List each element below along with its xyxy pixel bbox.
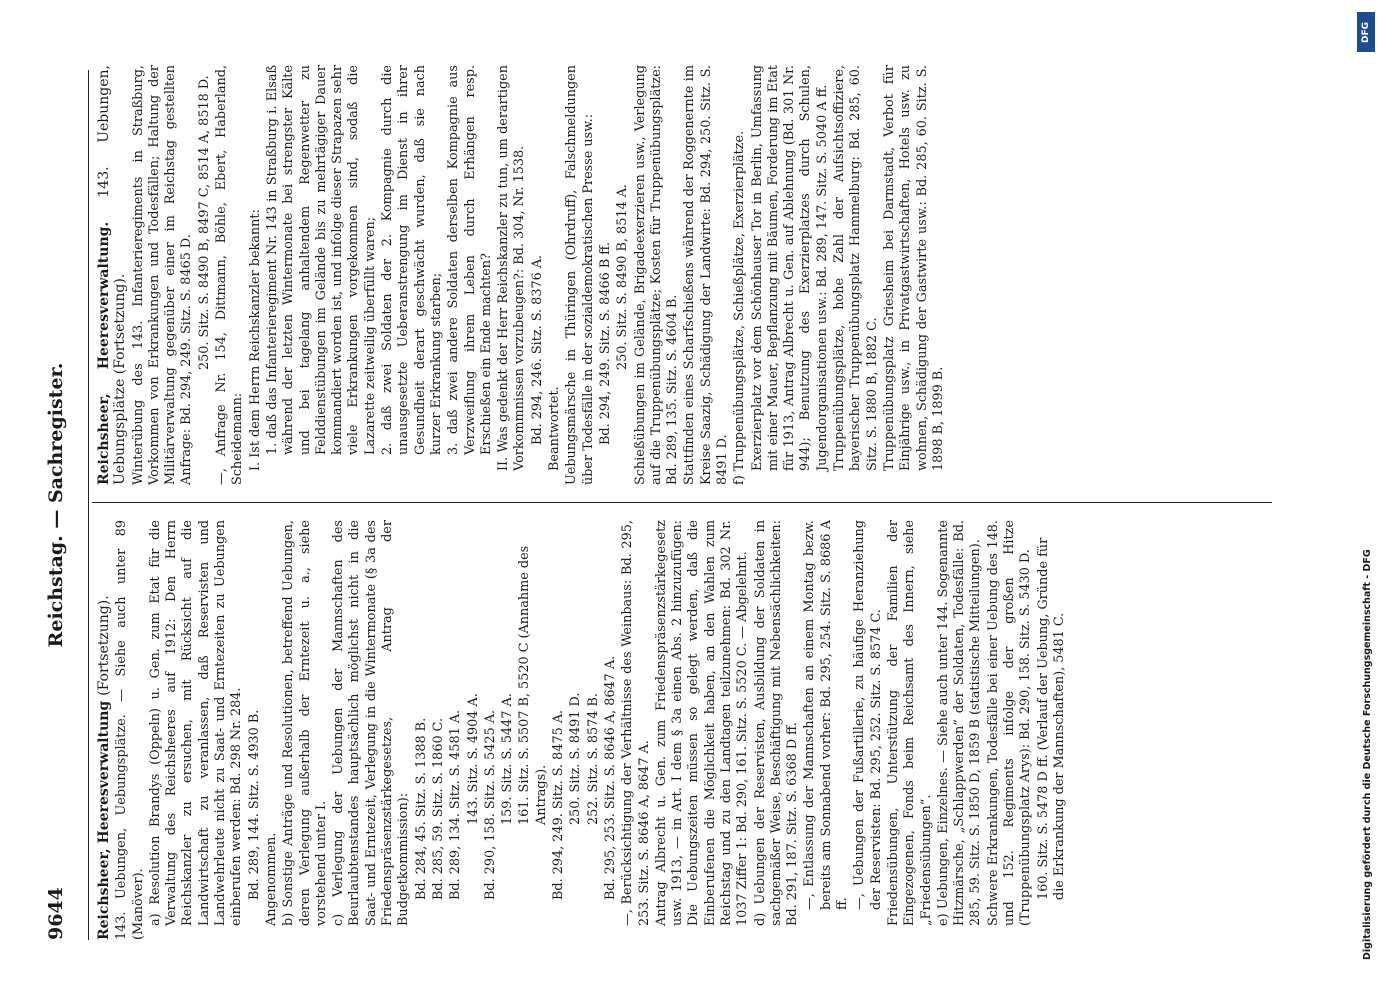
entry: Truppenübungsplätze, hohe Zahl der Aufsichtsoffiziere, bayerischer Truppenübungsplatz Hammelburg: Bd. 285, 60. Sitz. S. 1880 B, 1882 C.: [832, 65, 880, 471]
entry: Friedensübungen, Unterstützung der Familien der Eingezogenen, Fonds beim Reichsamt des Innern, siehe „Friedensübungen“.: [885, 520, 934, 926]
column-divider: [92, 502, 1272, 503]
entry: Antrag Albrecht u. Gen. zum Friedenspräsenzstärkegesetz usw. 1913, — in Art. I dem § 3a einen Abs. 2 hinzuzufügen: Die Uebungszeiten müssen so gelegt werden, daß die Einberufenen die Möglichkeit haben, an den Wahlen zum Reichstag und zu den Landtagen teilzunehmen: Bd. 302 Nr. 1037 Ziffer 1: Bd. 290, 161. Sitz. S. 5520 C. — Abgelehnt.: [653, 520, 751, 926]
entry: —, Entlassung der Mannschaften an einem Montag bezw. bereits am Sonnabend vorher: Bd. 295, 254. Sitz. S. 8686 A ff.: [802, 520, 851, 910]
entry: 3. daß zwei andere Soldaten derselben Kompagnie aus Verzweiflung ihrem Leben durch Erhängen resp. Erschießen ein Ende machten?: [446, 65, 494, 455]
right-column: [96, 65, 948, 485]
reference: 160. Sitz. S. 5478 D ff. (Verlauf der Uebung, Gründe für die Erkrankung der Mannschaften), 5481 C.: [1035, 537, 1067, 900]
dfg-logo: DFG: [1357, 12, 1375, 52]
reference: Bd. 295, 253. Sitz. S. 8646 A, 8647 A.: [602, 655, 618, 900]
reference: 159. Sitz. S. 5447 A.: [500, 693, 516, 825]
entry: II. Was gedenkt der Herr Reichskanzler zu tun, um derartigen Vorkommnissen vorzubeugen?: Bd. 304, Nr. 1538.: [496, 65, 528, 471]
reference: Bd. 294, 246. Sitz. S. 8376 A.: [529, 254, 545, 445]
section-heading: [96, 520, 112, 940]
page-header: [45, 70, 79, 940]
reference: Bd. 284, 45. Sitz. S. 1388 B.: [413, 717, 429, 900]
entry: 143. Uebungen, Uebungsplätze. — Siehe auch unter 89 (Manöver).: [114, 520, 146, 940]
reference: Bd. 290, 158. Sitz. S. 5425 A.: [482, 709, 498, 900]
entry: Truppenübungsplatz Griesheim bei Darmstadt, Verbot für Einjährige usw., in Privatgastwirtschaften, Hotels usw. zu wohnen, Schädigung der Gastwirte usw.: Bd. 285, 60. Sitz. S. 1898 B, 1899 B.: [881, 65, 946, 471]
entry: Schießübungen im Gelände, Brigadeexerzieren usw., Verlegung auf die Truppenübungsplätze; Kosten für Truppenübungsplätze: Bd. 289, 135. Sitz. S. 4604 B.: [632, 65, 681, 485]
entry: I. Ist dem Herrn Reichskanzler bekannt:: [247, 209, 263, 471]
left-column: [96, 520, 1069, 940]
reference: 250. Sitz. S. 8490 B, 8514 A.: [615, 183, 631, 370]
digitization-note: Digitalisierung gefördert durch die Deutsche Forschungsgemeinschaft - DFG: [1362, 549, 1373, 960]
entry: Stattfinden eines Scharfschießens während der Roggenernte im Kreise Saazig, Schädigung der Landwirte: Bd. 294, 250. Sitz. S. 8491 D.: [682, 65, 730, 485]
reference: Bd. 294, 249. Sitz. S. 8466 B ff.: [597, 242, 613, 445]
entry: Exerzierplatz vor dem Schönhauser Tor in Berlin, Umfassung mit einer Mauer, Bepflanzung mit Bäumen, Forderung im Etat für 1913, Antrag Albrecht u. Gen. auf Ablehnung (Bd. 301 Nr. 944); Benutzung des Exerzierplatzes durch Schulen, Jugendorganisationen usw.: Bd. 289, 147. Sitz. S. 5040 A ff.: [749, 65, 830, 471]
entry: e) Uebungen, Einzelnes. — Siehe auch unter 144. Sogenannte Hitzmärsche, „Schlappwerden“ der Soldaten, Todesfälle: Bd. 285, 59. Sitz. S. 1850 D, 1859 B (statistische Mitteilungen).: [935, 520, 984, 926]
header-rule: [88, 70, 89, 940]
entry: 2. daß zwei Soldaten der 2. Kompagnie durch die unausgesetzte Ueberanstrengung im Dienst in ihrer Gesundheit derart geschwächt wurden, daß sie nach kurzer Erkrankung starben;: [380, 65, 444, 455]
running-head: Reichstag. — Sachregister.: [45, 362, 67, 648]
reference: 250. Sitz. S. 8490 B, 8497 C, 8514 A, 8518 D.: [196, 75, 212, 370]
entry: Angenommen.: [263, 832, 279, 926]
entry: f) Truppenübungsplätze, Schießplätze, Exerzierplätze.: [732, 130, 748, 485]
section-heading-continuation: (Fortsetzung).: [96, 595, 112, 696]
reference: 143. Sitz. S. 4904 A.: [465, 693, 481, 825]
entry: Beantwortet.: [547, 386, 563, 471]
reference: 250. Sitz. S. 8491 D.: [568, 692, 584, 825]
section-heading-continuation: 143. Uebungen, Uebungsplätze (Fortsetzung).: [96, 65, 129, 485]
entry: a) Resolution Brandys (Oppeln) u. Gen. zum Etat für die Verwaltung des Reichsheeres auf 1912: Den Herrn Reichskanzler zu ersuchen, mit Rücksicht auf die Landwirtschaft zu veranlassen, daß Reservisten und Landwehrleute nicht zu Saat- und Erntezeiten zu Uebungen einberufen werden: Bd. 298 Nr. 284.: [147, 520, 245, 926]
entry: d) Uebungen der Reservisten, Ausbildung der Soldaten in sachgemäßer Weise, Beschäftigung mit Nebensächlichkeiten: Bd. 291, 187. Sitz. S. 6368 D ff.: [752, 520, 801, 926]
entry: Winterübung des 143. Infanterieregiments in Straßburg, Vorkommen von Erkrankungen und Todesfällen; Haltung der Militärverwaltung gegenüber einer im Reichstag gestellten Anfrage: Bd. 294, 249. Sitz. S. 8465 D.: [130, 65, 195, 485]
section-heading: [96, 65, 129, 485]
reference: 161. Sitz. S. 5507 B, 5520 C (Annahme des Antrags).: [517, 545, 549, 825]
entry: b) Sonstige Anträge und Resolutionen, betreffend Uebungen, deren Verlegung außerhalb der Erntezeit u. a., siehe vorstehend unter I.: [281, 520, 329, 926]
section-heading-text: Reichsheer, Heeresverwaltung: [96, 700, 112, 940]
reference: 252. Sitz. S. 8574 B.: [585, 693, 601, 825]
reference: Bd. 294, 249. Sitz. S. 8475 A.: [551, 709, 567, 900]
entry: —, Uebungen der Fußartillerie, zu häufige Heranziehung der Reservisten: Bd. 295, 252. Sitz. S. 8574 C.: [852, 520, 884, 910]
reference: Bd. 285, 59. Sitz. S. 1860 C.: [430, 717, 446, 900]
reference: Bd. 289, 144. Sitz. S. 4930 B.: [246, 709, 262, 900]
entry: c) Verlegung der Uebungen der Mannschaften des Beurlaubtenstandes hauptsächlich möglichst nicht in die Saat- und Erntezeit, Verlegung in die Wintermonate (§ 3a des Friedenspräsenzstärkegesetzes, Antrag der Budgetkommission):: [331, 520, 412, 926]
entry: Schwere Erkrankungen, Todesfälle bei einer Uebung des 148. und 152. Regiments infolge der großen Hitze (Truppenübungsplatz Arys): Bd. 290, 158. Sitz. S. 5430 D.: [985, 520, 1034, 926]
reference: Bd. 289, 134. Sitz. S. 4581 A.: [448, 709, 464, 900]
entry: Uebungsmärsche in Thüringen (Ohrdruff), Falschmeldungen über Todesfälle in der sozialdemokratischen Presse usw.:: [564, 65, 596, 485]
entry: —, Berücksichtigung der Verhältnisse des Weinbaus: Bd. 295, 253. Sitz. S. 8646 A, 8647 A.: [620, 520, 652, 926]
entry: —, Anfrage Nr. 154, Dittmann, Böhle, Ebert, Haberland, Scheidemann:: [214, 65, 246, 485]
page-number: 9644: [45, 887, 67, 940]
section-heading-text: Reichsheer, Heeresverwaltung.: [96, 221, 112, 485]
entry: 1. daß das Infanterieregiment Nr. 143 in Straßburg i. Elsaß während der letzten Wintermonate bei strengster Kälte und bei tagelang anhaltendem Regenwetter zu Felddienstübungen im Gelände bis zu mehrtägiger Dauer kommandiert worden ist, und infolge dieser Strapazen sehr viele Erkrankungen vorgekommen sind, sodaß die Lazarette zeitweilig überfüllt waren;: [264, 65, 378, 455]
